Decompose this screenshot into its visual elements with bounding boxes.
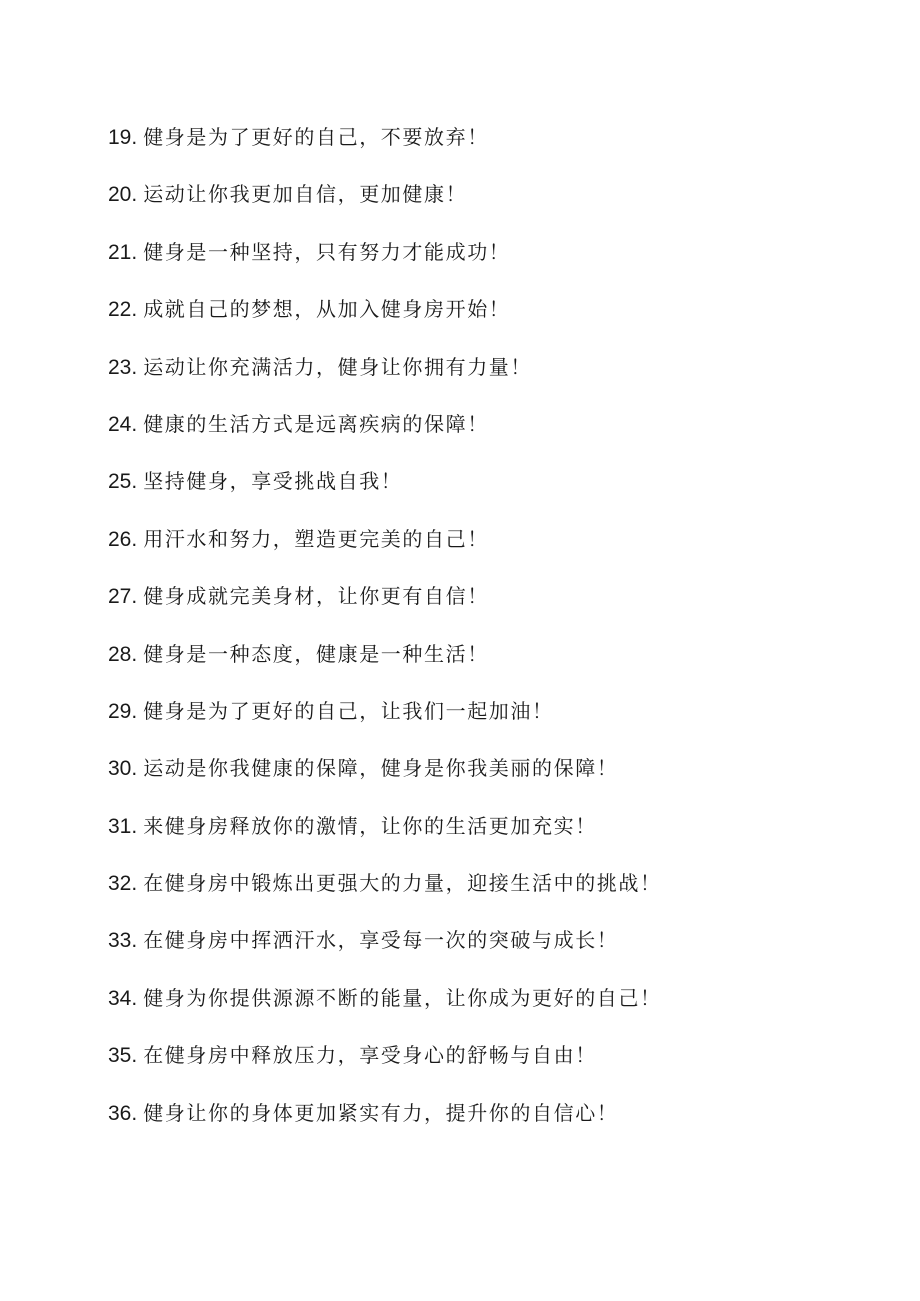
list-item (108, 349, 662, 406)
item-number: 28. (108, 642, 138, 666)
list-item (108, 578, 662, 635)
item-number: 23. (108, 355, 138, 379)
item-number: 35. (108, 1044, 138, 1068)
list-item (108, 119, 662, 176)
item-number: 36. (108, 1101, 138, 1125)
item-text: 成就自己的梦想，从加入健身房开始！ (143, 297, 511, 322)
item-number: 27. (108, 585, 138, 609)
list-item (108, 1095, 662, 1152)
list-item (108, 291, 662, 348)
list-item (108, 980, 662, 1037)
item-number: 31. (108, 814, 138, 838)
item-text: 健身成就完美身材，让你更有自信！ (143, 584, 489, 609)
item-number: 24. (108, 412, 138, 436)
item-number: 30. (108, 757, 138, 781)
item-text: 坚持健身，享受挑战自我！ (143, 469, 403, 494)
list-item (108, 406, 662, 463)
item-text: 健身是一种坚持，只有努力才能成功！ (143, 239, 511, 264)
list-item (108, 234, 662, 291)
item-text: 健身让你的身体更加紧实有力，提升你的自信心！ (143, 1100, 619, 1125)
slogan-list (108, 119, 662, 1152)
item-number: 32. (108, 872, 138, 896)
list-item (108, 865, 662, 922)
list-item (108, 521, 662, 578)
item-number: 26. (108, 527, 138, 551)
list-item (108, 636, 662, 693)
list-item (108, 1037, 662, 1094)
item-text: 来健身房释放你的激情，让你的生活更加充实！ (143, 813, 597, 838)
item-number: 19. (108, 126, 138, 149)
item-text: 运动让你充满活力，健身让你拥有力量！ (143, 354, 533, 379)
item-text: 在健身房中挥洒汗水，享受每一次的突破与成长！ (143, 928, 619, 953)
item-text: 健康的生活方式是远离疾病的保障！ (143, 411, 489, 436)
item-number: 29. (108, 699, 138, 723)
list-item (108, 176, 662, 233)
list-item (108, 922, 662, 979)
list-item (108, 463, 662, 520)
item-number: 22. (108, 298, 138, 322)
item-text: 在健身房中释放压力，享受身心的舒畅与自由！ (143, 1043, 597, 1068)
item-text: 在健身房中锻炼出更强大的力量，迎接生活中的挑战！ (143, 871, 662, 896)
item-text: 健身为你提供源源不断的能量，让你成为更好的自己！ (143, 985, 662, 1010)
item-text: 健身是为了更好的自己，不要放弃！ (143, 125, 489, 149)
item-text: 健身是一种态度，健康是一种生活！ (143, 641, 489, 666)
list-item (108, 808, 662, 865)
item-text: 运动让你我更加自信，更加健康！ (143, 182, 468, 207)
item-number: 20. (108, 183, 138, 207)
item-number: 21. (108, 240, 138, 264)
item-number: 25. (108, 470, 138, 494)
item-number: 33. (108, 929, 138, 953)
list-item (108, 750, 662, 807)
list-item (108, 693, 662, 750)
item-text: 运动是你我健康的保障，健身是你我美丽的保障！ (143, 756, 619, 781)
item-number: 34. (108, 986, 138, 1010)
item-text: 用汗水和努力，塑造更完美的自己！ (143, 526, 489, 551)
item-text: 健身是为了更好的自己，让我们一起加油！ (143, 698, 554, 723)
